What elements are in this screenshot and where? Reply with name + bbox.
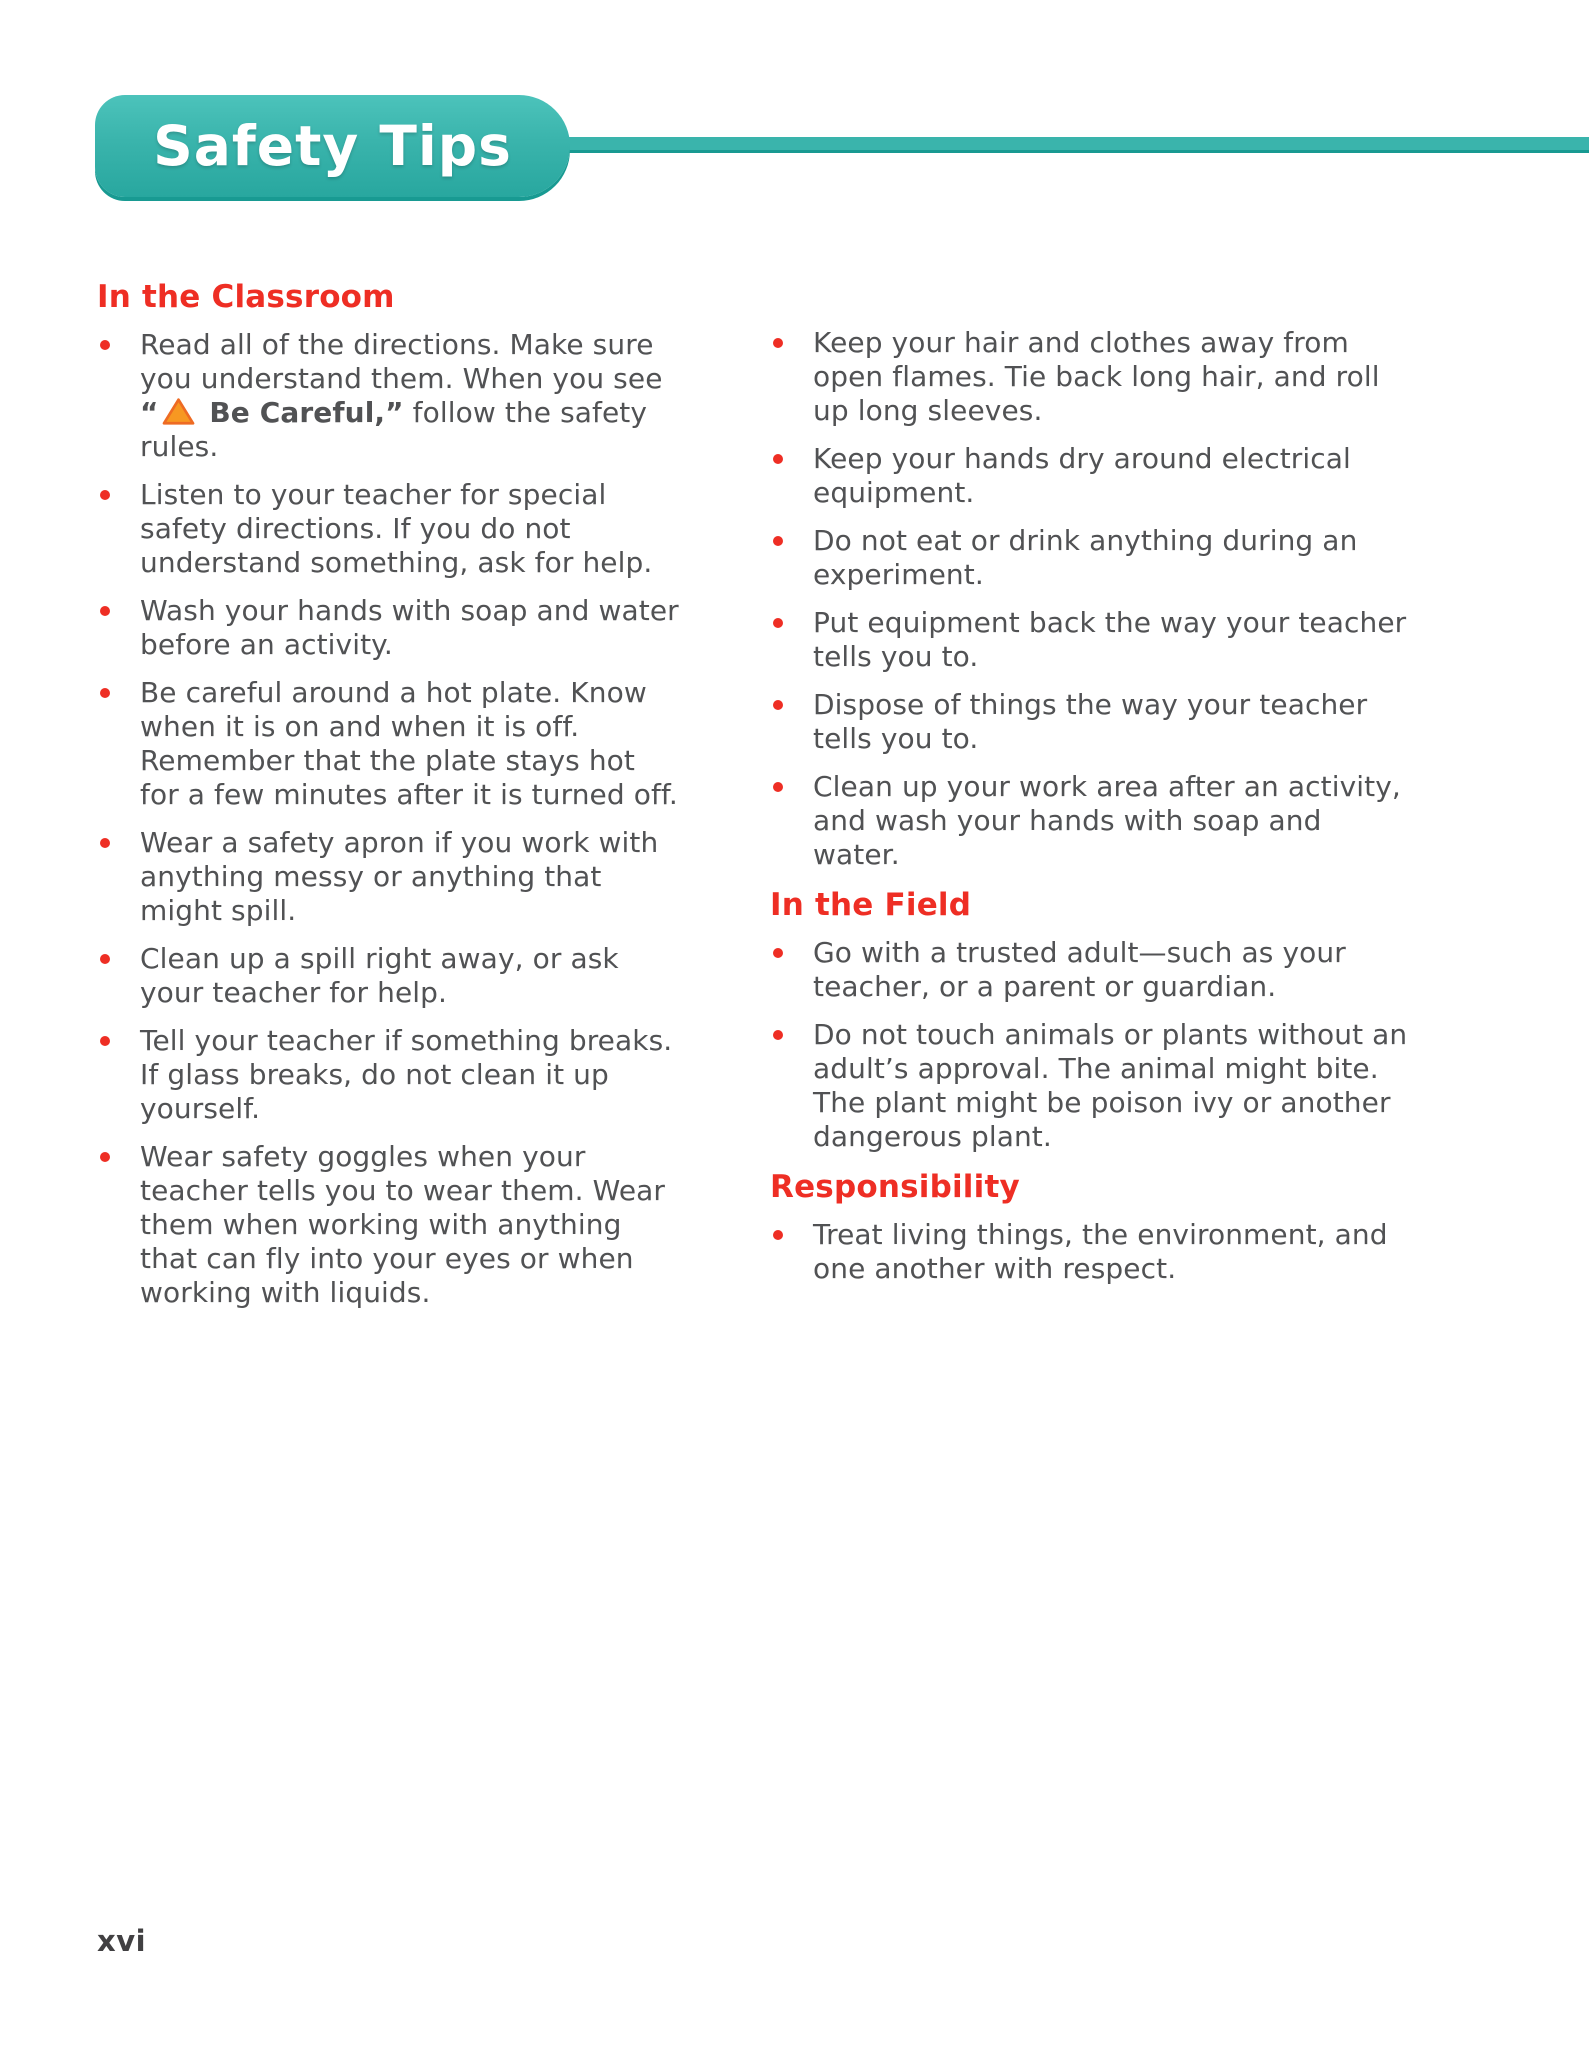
safety-tip-text: Clean up your work area after an activity, and wash your hands with soap and water. <box>813 770 1401 871</box>
safety-tip-item <box>770 770 1415 872</box>
safety-tip-item <box>97 478 682 580</box>
safety-tips-banner <box>95 95 570 197</box>
safety-tip-item <box>770 606 1415 674</box>
safety-tip-item <box>97 1024 682 1126</box>
bullet-icon <box>97 594 140 628</box>
left-column <box>97 278 682 1324</box>
safety-tip-text: Keep your hands dry around electrical equipment. <box>813 442 1351 509</box>
bullet-icon <box>97 676 140 710</box>
safety-tip-text: Be careful around a hot plate. Know when it is on and when it is off. Remember that the plate stays hot for a few minutes after it is turned off. <box>140 676 678 811</box>
safety-tip-text: Wear a safety apron if you work with anything messy or anything that might spill. <box>140 826 659 927</box>
banner-rule <box>470 137 1589 150</box>
bullet-icon <box>770 524 813 558</box>
bullet-icon <box>770 442 813 476</box>
bullet-icon <box>97 826 140 860</box>
safety-tip-text: Clean up a spill right away, or ask your teacher for help. <box>140 942 619 1009</box>
page-number: xvi <box>97 1924 147 1958</box>
section-heading: In the Field <box>770 887 972 923</box>
bullet-icon <box>770 326 813 360</box>
bullet-icon <box>770 936 813 970</box>
safety-tip-text: Do not eat or drink anything during an experiment. <box>813 524 1358 591</box>
safety-tip-text: Tell your teacher if something breaks. If glass breaks, do not clean it up yourself. <box>140 1024 673 1125</box>
content <box>97 278 1415 1324</box>
safety-tip-text: Listen to your teacher for special safety directions. If you do not understand something, ask for help. <box>140 478 653 579</box>
header <box>0 95 1589 197</box>
safety-tip-item <box>770 688 1415 756</box>
safety-tip-item <box>770 442 1415 510</box>
safety-tip-item <box>770 326 1415 428</box>
safety-tip-item <box>770 1018 1415 1154</box>
bullet-icon <box>770 1218 813 1252</box>
safety-tip-text: Wear safety goggles when your teacher tells you to wear them. Wear them when working with anything that can fly into your eyes or when working with liquids. <box>140 1140 666 1309</box>
safety-tip-text: Dispose of things the way your teacher tells you to. <box>813 688 1368 755</box>
right-column <box>770 278 1415 1324</box>
bullet-icon <box>97 1024 140 1058</box>
safety-tip-item <box>97 594 682 662</box>
bullet-icon <box>770 770 813 804</box>
bullet-icon <box>770 606 813 640</box>
warning-triangle-icon <box>162 397 195 426</box>
bullet-icon <box>97 942 140 976</box>
safety-tip-item <box>770 524 1415 592</box>
bullet-icon <box>770 688 813 722</box>
bullet-icon <box>97 328 140 362</box>
safety-tip-text: Do not touch animals or plants without an adult’s approval. The animal might bite. The plant might be poison ivy or another dangerous plant. <box>813 1018 1408 1153</box>
safety-tip-text: Put equipment back the way your teacher tells you to. <box>813 606 1407 673</box>
safety-tip-item <box>770 936 1415 1004</box>
safety-tip-text: Read all of the directions. Make sure you understand them. When you see “ Be Careful,” follow the safety rules. <box>140 328 663 463</box>
safety-tip-text: Wash your hands with soap and water before an activity. <box>140 594 679 661</box>
safety-tip-text: Keep your hair and clothes away from open flames. Tie back long hair, and roll up long sleeves. <box>813 326 1380 427</box>
safety-tip-item <box>97 826 682 928</box>
bullet-icon <box>97 478 140 512</box>
safety-tip-text: Treat living things, the environment, and one another with respect. <box>813 1218 1388 1285</box>
bullet-icon <box>97 1140 140 1174</box>
safety-tip-item <box>770 1218 1415 1286</box>
safety-tip-item <box>97 1140 682 1310</box>
safety-tip-item <box>97 676 682 812</box>
section-heading: In the Classroom <box>97 279 395 315</box>
safety-tip-item <box>97 328 682 464</box>
bullet-icon <box>770 1018 813 1052</box>
safety-tip-item <box>97 942 682 1010</box>
section-heading: Responsibility <box>770 1169 1020 1205</box>
safety-tip-text: Go with a trusted adult—such as your teacher, or a parent or guardian. <box>813 936 1346 1003</box>
banner-title: Safety Tips <box>153 114 512 178</box>
